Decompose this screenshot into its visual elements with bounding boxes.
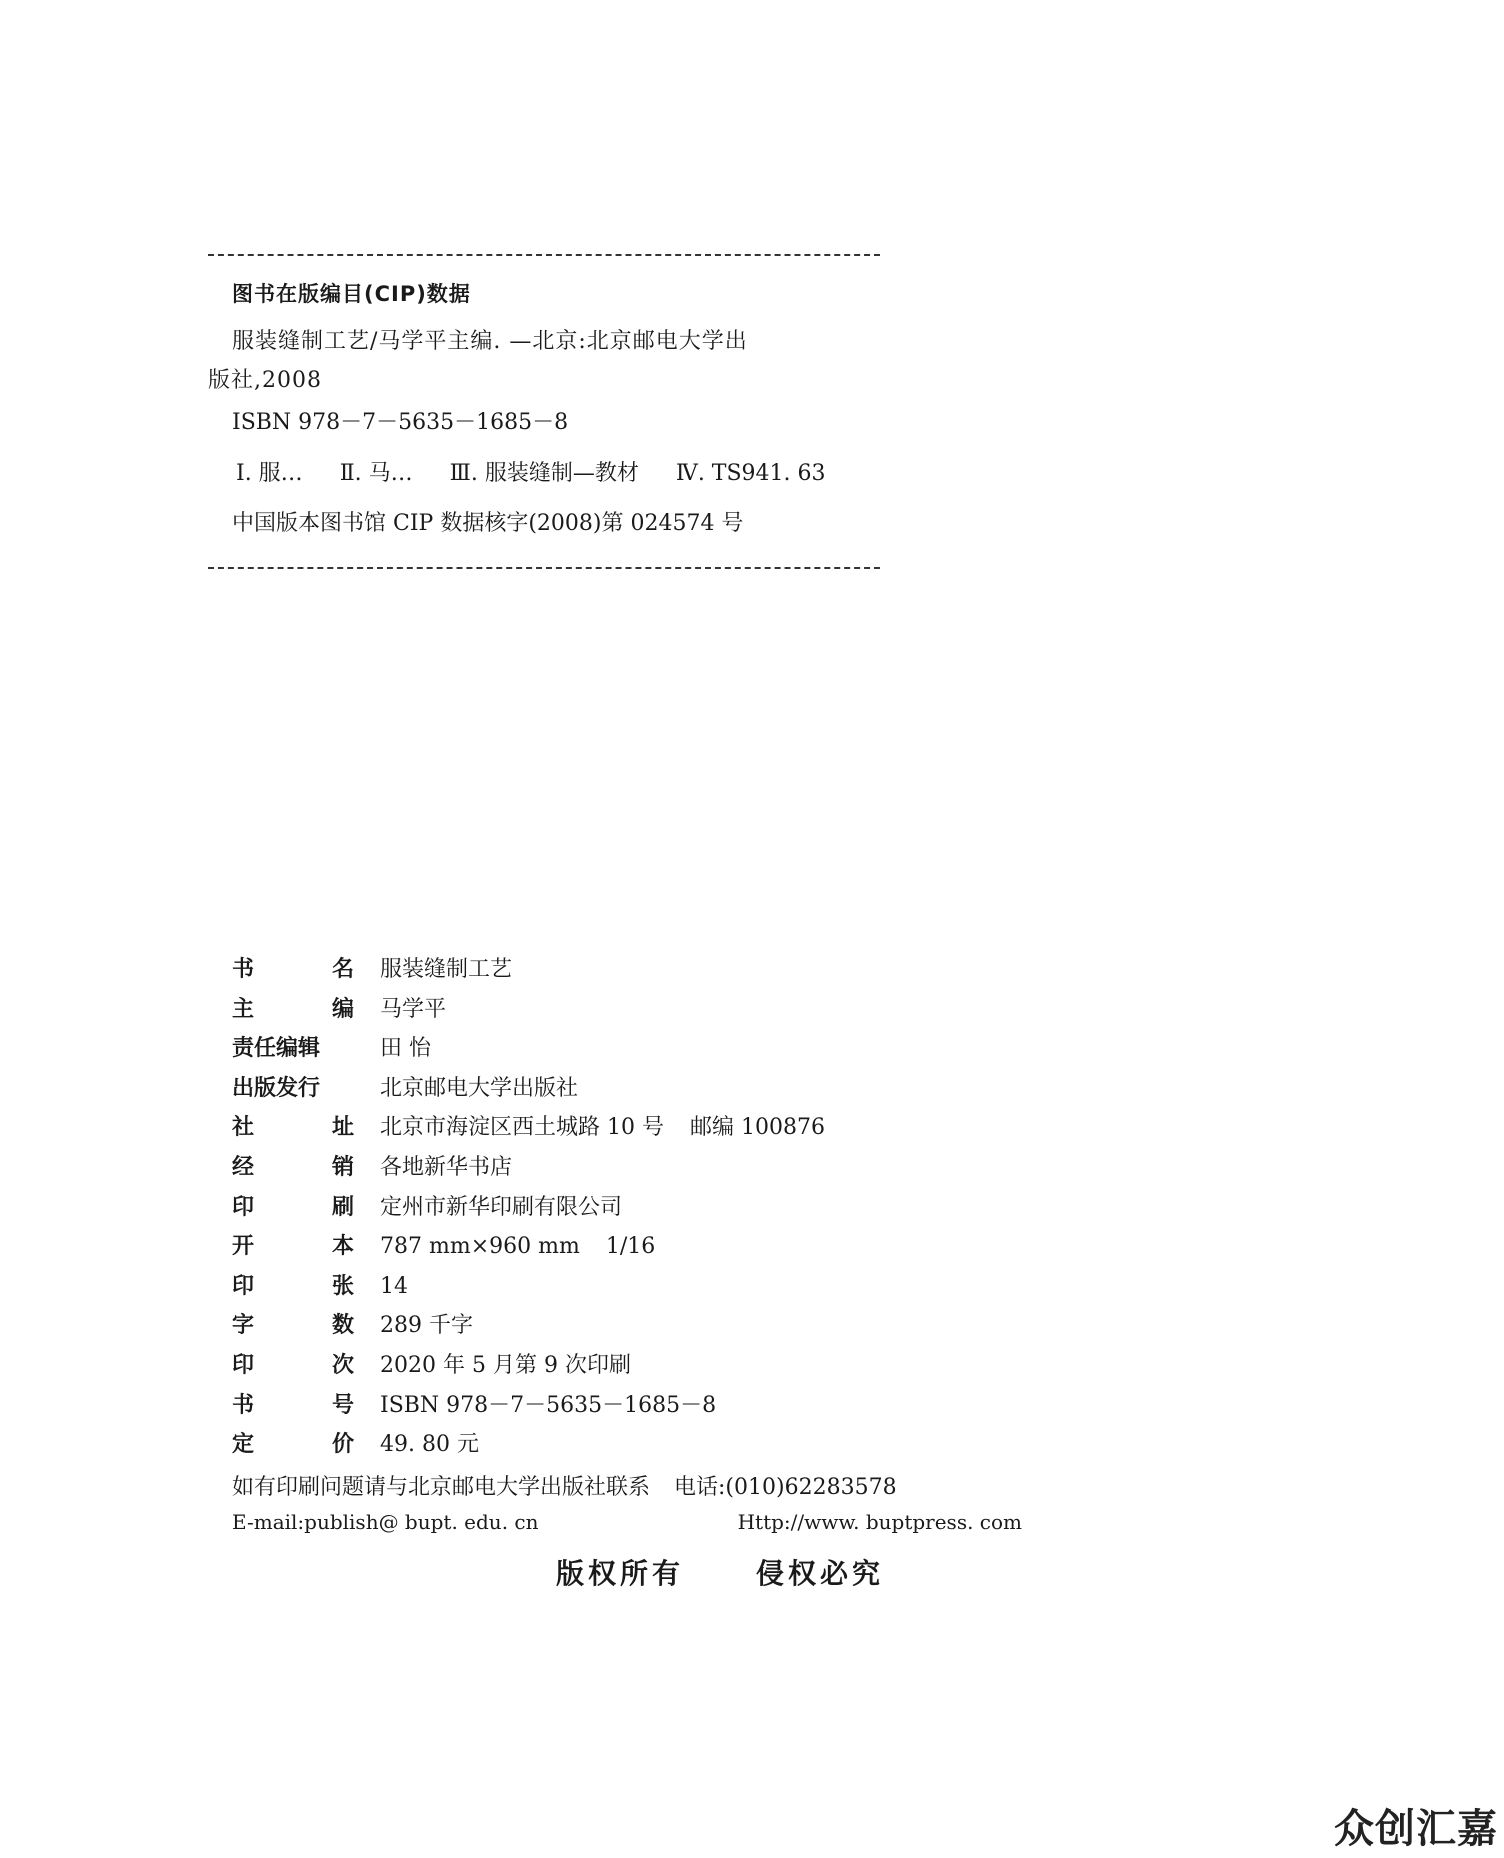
cip-title-line-2: 版社,2008 (208, 367, 322, 393)
imprint-value (380, 1190, 622, 1221)
imprint-label-text: 印 (232, 1194, 255, 1220)
imprint-label-text: 定 (232, 1432, 255, 1458)
imprint-row (232, 1348, 1132, 1388)
imprint-value (380, 1308, 473, 1339)
infringement-warning: 侵权必究 (756, 1557, 885, 1590)
imprint-label (232, 1348, 354, 1379)
imprint-row (232, 1190, 1132, 1230)
imprint-label-text: 刷 (331, 1194, 354, 1220)
imprint-value-text: 49. 80 元 (380, 1432, 479, 1458)
imprint-label-text: 名 (331, 957, 354, 982)
imprint-table (232, 952, 1132, 1467)
imprint-row (232, 1031, 1132, 1071)
watermark-logo-text: 众创汇嘉 (1334, 1806, 1498, 1852)
imprint-value-text: 服装缝制工艺 (380, 957, 513, 982)
imprint-label-text: 址 (331, 1115, 354, 1141)
imprint-value-text: 田 怡 (380, 1036, 431, 1062)
imprint-row (232, 1308, 1132, 1348)
imprint-label-text: 价 (331, 1432, 354, 1458)
imprint-label-text: 数 (331, 1313, 354, 1339)
imprint-value-text: 定州市新华印刷有限公司 (380, 1194, 623, 1220)
imprint-label (232, 1071, 354, 1102)
imprint-label (232, 1150, 354, 1181)
imprint-row (232, 1388, 1132, 1428)
imprint-value-text: 各地新华书店 (380, 1154, 513, 1180)
imprint-value (380, 1234, 655, 1259)
top-dashed-divider (208, 254, 880, 256)
cip-title-line-1: 服装缝制工艺/马学平主编. —北京:北京邮电大学出 (232, 329, 748, 354)
contact-notice: 如有印刷问题请与北京邮电大学出版社联系 (232, 1475, 651, 1500)
contact-web-line (232, 1510, 1022, 1534)
copyright-notice (556, 1552, 884, 1592)
imprint-label (232, 952, 354, 983)
imprint-label-text: 主 (232, 996, 255, 1022)
imprint-value-text: 马学平 (380, 996, 447, 1022)
imprint-value (380, 1427, 479, 1458)
cip-data-block (208, 254, 880, 569)
imprint-value-text: 289 千字 (380, 1313, 473, 1339)
imprint-value-extra: 邮编 100876 (689, 1115, 825, 1141)
contact-notice-line (232, 1470, 897, 1501)
imprint-value-text: 北京邮电大学出版社 (380, 1075, 579, 1101)
imprint-value (380, 1031, 431, 1062)
imprint-label-text: 销 (331, 1154, 354, 1180)
imprint-row (232, 1269, 1132, 1309)
imprint-value-text: 北京市海淀区西土城路 10 号 (380, 1115, 664, 1141)
imprint-label-text: 经 (232, 1154, 255, 1180)
imprint-label-text: 本 (331, 1234, 354, 1260)
classification-item: Ⅰ. 服… (236, 460, 303, 486)
imprint-label-text: 次 (331, 1352, 354, 1378)
imprint-value-text: 2020 年 5 月第 9 次印刷 (380, 1352, 631, 1378)
cip-record-number: 中国版本图书馆 CIP 数据核字(2008)第 024574 号 (232, 511, 744, 537)
imprint-label-text: 张 (331, 1273, 354, 1299)
imprint-label (232, 1269, 354, 1300)
contact-phone: 电话:(010)62283578 (674, 1475, 897, 1500)
cip-heading: 图书在版编目(CIP)数据 (232, 282, 471, 306)
imprint-label-text: 号 (331, 1392, 354, 1418)
imprint-label-text: 社 (232, 1115, 255, 1141)
imprint-label (232, 1308, 354, 1339)
imprint-label (232, 1388, 354, 1419)
imprint-label-text: 印 (232, 1352, 255, 1378)
imprint-value-text: 14 (380, 1273, 408, 1299)
imprint-label (232, 1229, 354, 1260)
bottom-dashed-divider (208, 567, 880, 569)
imprint-row (232, 1229, 1132, 1269)
cip-isbn: ISBN 978－7－5635－1685－8 (232, 410, 569, 436)
imprint-label (232, 1427, 354, 1458)
imprint-value (380, 1150, 512, 1181)
imprint-label-text: 开 (232, 1234, 255, 1260)
imprint-row (232, 1427, 1132, 1467)
imprint-value-text: 787 mm×960 mm (380, 1234, 580, 1260)
imprint-label-text: 责任编辑 (232, 1036, 321, 1062)
contact-email: E-mail:publish@ bupt. edu. cn (232, 1510, 539, 1534)
imprint-label-text: 编 (331, 996, 354, 1022)
rights-reserved: 版权所有 (556, 1557, 685, 1590)
imprint-value (380, 1388, 716, 1419)
classification-item: Ⅲ. 服装缝制—教材 (449, 460, 639, 486)
imprint-row (232, 992, 1132, 1032)
imprint-label-text: 印 (232, 1273, 255, 1299)
cip-classification (236, 460, 880, 489)
imprint-row (232, 1150, 1132, 1190)
imprint-label-text: 出版发行 (232, 1075, 321, 1101)
imprint-value (380, 1110, 825, 1141)
imprint-value (380, 1274, 408, 1299)
classification-item: Ⅱ. 马… (339, 460, 413, 486)
imprint-label (232, 1031, 354, 1062)
imprint-value (380, 992, 446, 1023)
imprint-label-text: 书 (232, 1392, 255, 1418)
imprint-value (380, 1348, 631, 1379)
imprint-label (232, 1190, 354, 1221)
imprint-value (380, 1071, 578, 1102)
contact-website: Http://www. buptpress. com (737, 1510, 1022, 1534)
imprint-label-text: 书 (232, 957, 255, 982)
imprint-row (232, 1110, 1132, 1150)
imprint-value (380, 952, 512, 983)
imprint-row (232, 1071, 1132, 1111)
imprint-label (232, 992, 354, 1023)
imprint-value-extra: 1/16 (605, 1234, 656, 1260)
imprint-label-text: 字 (232, 1313, 255, 1339)
imprint-row (232, 952, 1132, 992)
imprint-value-text: ISBN 978－7－5635－1685－8 (380, 1392, 717, 1418)
classification-item: Ⅳ. TS941. 63 (675, 460, 826, 486)
imprint-label (232, 1110, 354, 1141)
